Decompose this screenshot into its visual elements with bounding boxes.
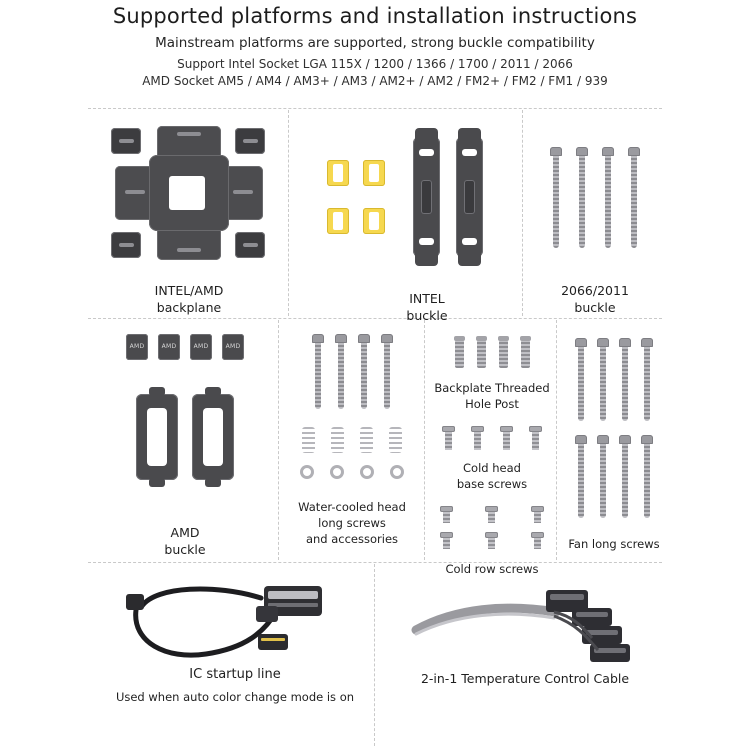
page-subtitle: Mainstream platforms are supported, strong buckle compatibility xyxy=(155,35,595,51)
screw xyxy=(597,338,609,421)
amd-bracket xyxy=(136,394,178,480)
screw xyxy=(641,435,653,518)
amd-buckle-label-line2: buckle xyxy=(164,542,206,557)
amd-buckle-label-line1: AMD xyxy=(170,525,200,540)
divider-v-6 xyxy=(374,564,375,746)
divider-lower xyxy=(88,562,662,563)
ic-startup-line-title: IC startup line xyxy=(189,667,281,682)
threaded-post xyxy=(455,340,464,368)
screw xyxy=(335,334,347,409)
amd-socket-support-text: AMD Socket AM5 / AM4 / AM3+ / AM3 / AM2+ / AM2 / FM2+ / FM2 / FM1 / 939 xyxy=(142,74,608,88)
amd-bracket-illustration xyxy=(96,394,274,480)
cold-row-screw xyxy=(485,506,498,523)
cold-row-screw xyxy=(531,532,544,549)
amd-tab: AMD xyxy=(190,334,212,360)
amd-tab: AMD xyxy=(158,334,180,360)
screw xyxy=(312,334,324,409)
screw xyxy=(575,338,587,421)
divider-top xyxy=(88,108,662,109)
temp-cable-svg xyxy=(386,582,664,670)
buckle-bar xyxy=(456,137,483,257)
threaded-post-label-line1: Backplate Threaded xyxy=(434,381,550,395)
washer xyxy=(360,465,374,479)
intel-buckle-label-line1: INTEL xyxy=(409,291,445,306)
springs-illustration xyxy=(288,427,416,453)
amd-bracket xyxy=(192,394,234,480)
part-intel-buckle xyxy=(300,122,510,324)
backplane-label-line1: INTEL/AMD xyxy=(154,283,224,298)
threaded-post xyxy=(521,340,530,368)
temp-control-cable-illustration xyxy=(386,582,664,670)
cold-row-screws-illustration xyxy=(430,506,554,549)
divider-v-2 xyxy=(522,110,523,316)
part-water-head-screws xyxy=(288,334,416,547)
cold-row-screw xyxy=(440,506,453,523)
cold-head-screws-label-line2: base screws xyxy=(456,477,528,491)
cold-row-screw xyxy=(485,532,498,549)
screw xyxy=(550,147,562,248)
part-backplane xyxy=(96,118,282,316)
short-screw xyxy=(500,426,513,450)
washer xyxy=(300,465,314,479)
part-2066-buckle xyxy=(528,126,662,316)
clip-item xyxy=(363,208,385,234)
temp-control-cable-title: 2-in-1 Temperature Control Cable xyxy=(420,671,630,686)
divider-v-3 xyxy=(278,320,279,560)
fan-long-screws-illustration-top xyxy=(562,338,666,421)
spring xyxy=(360,427,373,453)
intel-socket-support-text: Support Intel Socket LGA 115X / 1200 / 1366 / 1700 / 2011 / 2066 xyxy=(177,57,573,71)
cold-row-screw xyxy=(531,506,544,523)
short-screw xyxy=(471,426,484,450)
amd-tab: AMD xyxy=(222,334,244,360)
cold-row-screw xyxy=(440,532,453,549)
threaded-post-label-line2: Hole Post xyxy=(465,397,519,411)
washers-illustration xyxy=(288,465,416,479)
short-screw xyxy=(442,426,455,450)
buckle-2066-label-line2: buckle xyxy=(574,300,616,315)
screw xyxy=(597,435,609,518)
water-head-screws-label-line3: and accessories xyxy=(305,532,399,546)
spring xyxy=(331,427,344,453)
amd-tab: AMD xyxy=(126,334,148,360)
threaded-post xyxy=(499,340,508,368)
water-head-screws-label-line1: Water-cooled head xyxy=(298,500,406,514)
clip-item xyxy=(327,208,349,234)
backplane-illustration xyxy=(105,118,273,268)
clip-item xyxy=(327,160,349,186)
screw xyxy=(619,338,631,421)
yellow-clips-illustration xyxy=(327,160,385,234)
clip-item xyxy=(363,160,385,186)
part-threaded-posts xyxy=(430,334,554,577)
cold-head-screws-label-line1: Cold head xyxy=(463,461,521,475)
screw xyxy=(628,147,640,248)
washer xyxy=(390,465,404,479)
washer xyxy=(330,465,344,479)
threaded-post xyxy=(477,340,486,368)
ic-startup-line-note: Used when auto color change mode is on xyxy=(115,690,355,704)
screw xyxy=(641,338,653,421)
ic-cable-svg xyxy=(96,576,374,666)
amd-tabs-illustration xyxy=(96,334,274,360)
part-fan-long-screws xyxy=(562,334,666,552)
screw xyxy=(381,334,393,409)
spring xyxy=(389,427,402,453)
fan-long-screws-label: Fan long screws xyxy=(568,537,660,551)
screw xyxy=(358,334,370,409)
buckle-2066-label-line1: 2066/2011 xyxy=(561,283,629,298)
intel-buckle-illustration xyxy=(413,137,483,257)
screw xyxy=(619,435,631,518)
spring xyxy=(302,427,315,453)
screw xyxy=(575,435,587,518)
water-head-long-screws-illustration xyxy=(288,334,416,409)
page-title: Supported platforms and installation instructions xyxy=(112,4,638,28)
buckle-bar xyxy=(413,137,440,257)
ic-startup-line-illustration xyxy=(96,576,374,666)
water-head-screws-label-line2: long screws xyxy=(318,516,386,530)
cold-head-base-screws-illustration xyxy=(430,426,554,450)
backplane-label-line2: backplane xyxy=(156,300,222,315)
part-ic-startup-line xyxy=(96,576,374,705)
part-amd-buckle xyxy=(96,334,274,558)
screw xyxy=(576,147,588,248)
header xyxy=(0,0,750,88)
screw xyxy=(602,147,614,248)
short-screw xyxy=(529,426,542,450)
buckle-2066-illustration xyxy=(528,126,662,268)
fan-long-screws-illustration-bottom xyxy=(562,435,666,518)
threaded-post-illustration xyxy=(430,340,554,368)
part-temp-control-cable xyxy=(386,582,664,687)
divider-v-1 xyxy=(288,110,289,316)
divider-v-4 xyxy=(424,320,425,560)
cold-row-screws-label: Cold row screws xyxy=(445,562,539,576)
intel-buckle-label-line2: buckle xyxy=(406,308,448,323)
divider-v-5 xyxy=(556,320,557,560)
